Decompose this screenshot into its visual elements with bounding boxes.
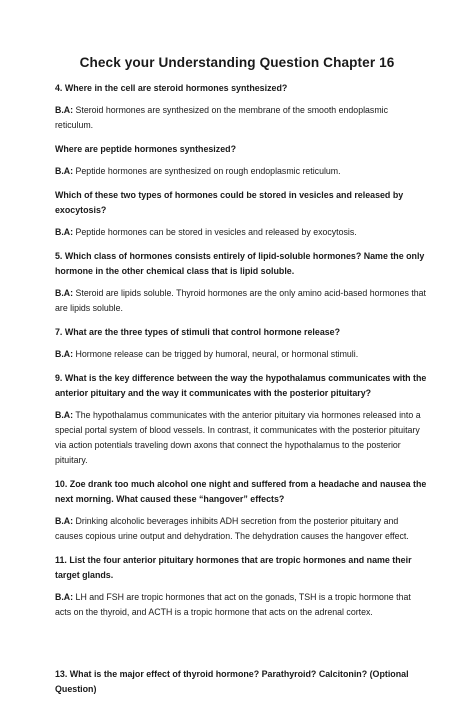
answer-label: B.A:	[55, 227, 74, 237]
answer-10	[55, 514, 427, 544]
answer-label: B.A:	[55, 288, 74, 298]
answer-vesicle-storage	[55, 225, 427, 240]
answer-4	[55, 103, 427, 133]
answer-label: B.A:	[55, 410, 74, 420]
answer-label: B.A:	[55, 105, 74, 115]
question-7: 7. What are the three types of stimuli that control hormone release?	[55, 327, 341, 337]
answer-peptide-synthesis	[55, 164, 427, 179]
document-body	[55, 81, 427, 704]
answer-label: B.A:	[55, 166, 74, 176]
answer-text: Steroid hormones are synthesized on the membrane of the smooth endoplasmic reticulum.	[55, 105, 389, 130]
answer-11	[55, 590, 427, 620]
answer-7	[55, 347, 427, 362]
question-5: 5. Which class of hormones consists entirely of lipid-soluble hormones? Name the only hormone in the other chemical class that is lipid soluble.	[55, 251, 425, 276]
section-gap	[55, 629, 427, 667]
answer-text: Peptide hormones can be stored in vesicles and released by exocytosis.	[75, 227, 357, 237]
question-13: 13. What is the major effect of thyroid hormone? Parathyroid? Calcitonin? (Optional Question)	[55, 669, 409, 694]
question-peptide-synthesis: Where are peptide hormones synthesized?	[55, 144, 236, 154]
answer-text: Drinking alcoholic beverages inhibits ADH secretion from the posterior pituitary and causes copious urine output and dehydration. The dehydration causes the hangover effect.	[55, 516, 409, 541]
answer-text: LH and FSH are tropic hormones that act on the gonads, TSH is a tropic hormone that acts on the thyroid, and ACTH is a tropic hormone that acts on the adrenal cortex.	[55, 592, 411, 617]
question-vesicle-storage: Which of these two types of hormones could be stored in vesicles and released by exocytosis?	[55, 190, 404, 215]
question-11: 11. List the four anterior pituitary hormones that are tropic hormones and name their target glands.	[55, 555, 412, 580]
answer-label: B.A:	[55, 592, 74, 602]
answer-text: Steroid are lipids soluble. Thyroid hormones are the only amino acid-based hormones that are lipids soluble.	[55, 288, 426, 313]
answer-text: Peptide hormones are synthesized on rough endoplasmic reticulum.	[75, 166, 341, 176]
question-9: 9. What is the key difference between the way the hypothalamus communicates with the anterior pituitary and the way it communicates with the posterior pituitary?	[55, 373, 427, 398]
page-title: Check your Understanding Question Chapter 16	[79, 55, 395, 70]
answer-9	[55, 408, 427, 468]
answer-text: Hormone release can be trigged by humoral, neural, or hormonal stimuli.	[75, 349, 359, 359]
question-4: 4. Where in the cell are steroid hormones synthesized?	[55, 83, 288, 93]
answer-text: The hypothalamus communicates with the anterior pituitary via hormones released into a special portal system of blood vessels. In contrast, it communicates with the posterior pituitary via action potentials traveling down axons that connect the hypothalamus to the posterior pituitary.	[55, 410, 421, 465]
answer-label: B.A:	[55, 349, 74, 359]
question-10: 10. Zoe drank too much alcohol one night and suffered from a headache and nausea the next morning. What caused these “hangover” effects?	[55, 479, 427, 504]
answer-5	[55, 286, 427, 316]
answer-label: B.A:	[55, 516, 74, 526]
